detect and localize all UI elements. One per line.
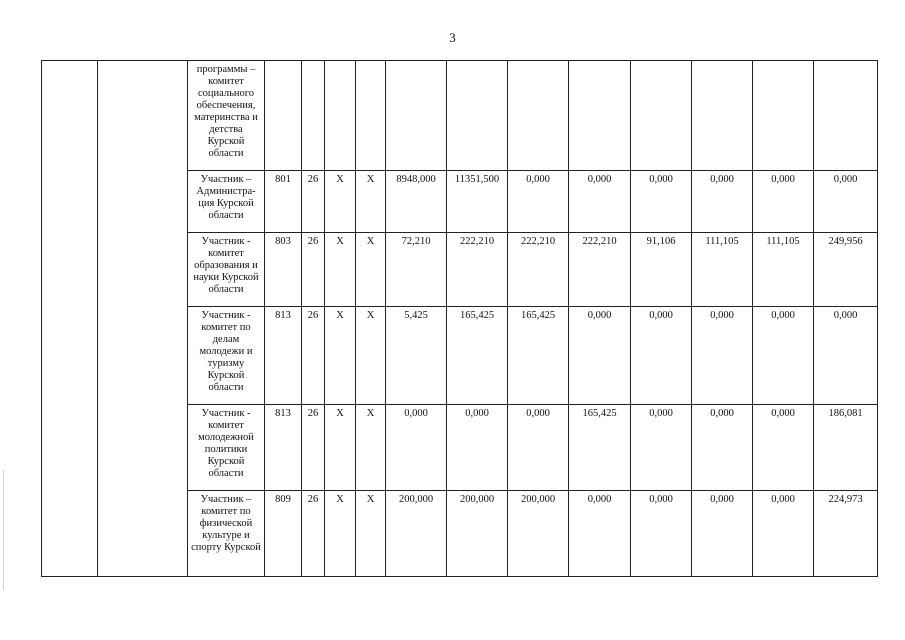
section-cell: 26 — [302, 171, 325, 233]
page-number: 3 — [449, 30, 456, 45]
section-cell: 26 — [302, 307, 325, 405]
section-cell: 26 — [302, 491, 325, 577]
value-cell: 0,000 — [508, 405, 569, 491]
value-cell: 0,000 — [508, 171, 569, 233]
x-cell: X — [325, 491, 356, 577]
x-cell: X — [325, 307, 356, 405]
x-cell: X — [325, 405, 356, 491]
value-cell: 0,000 — [692, 491, 753, 577]
section-cell: 26 — [302, 405, 325, 491]
value-cell: 0,000 — [753, 171, 814, 233]
value-cell: 222,210 — [447, 233, 508, 307]
value-cell: 0,000 — [447, 405, 508, 491]
value-cell: 200,000 — [508, 491, 569, 577]
value-cell: 0,000 — [386, 405, 447, 491]
x-cell: X — [356, 171, 386, 233]
value-cell: 0,000 — [814, 307, 878, 405]
x-cell: X — [356, 491, 386, 577]
participant-cell: Участник - комитет по делам молодежи и туризму Курской области — [188, 307, 265, 405]
x-cell: X — [356, 307, 386, 405]
value-cell: 222,210 — [508, 233, 569, 307]
value-cell: 165,425 — [508, 307, 569, 405]
value-cell — [569, 61, 631, 171]
value-cell: 111,105 — [692, 233, 753, 307]
value-cell: 0,000 — [569, 491, 631, 577]
value-cell: 0,000 — [814, 171, 878, 233]
value-cell: 0,000 — [631, 307, 692, 405]
value-cell: 186,081 — [814, 405, 878, 491]
x-cell — [356, 61, 386, 171]
code-cell — [265, 61, 302, 171]
blank-column-1 — [42, 61, 98, 577]
value-cell — [753, 61, 814, 171]
x-cell — [325, 61, 356, 171]
value-cell: 11351,500 — [447, 171, 508, 233]
x-cell: X — [356, 233, 386, 307]
value-cell — [631, 61, 692, 171]
code-cell: 813 — [265, 405, 302, 491]
value-cell: 165,425 — [447, 307, 508, 405]
value-cell: 0,000 — [569, 171, 631, 233]
value-cell: 0,000 — [631, 171, 692, 233]
value-cell: 8948,000 — [386, 171, 447, 233]
value-cell: 224,973 — [814, 491, 878, 577]
value-cell: 165,425 — [569, 405, 631, 491]
budget-table — [41, 60, 878, 577]
value-cell: 5,425 — [386, 307, 447, 405]
value-cell: 0,000 — [753, 307, 814, 405]
value-cell — [508, 61, 569, 171]
value-cell: 249,956 — [814, 233, 878, 307]
value-cell — [447, 61, 508, 171]
value-cell: 0,000 — [753, 491, 814, 577]
value-cell: 200,000 — [447, 491, 508, 577]
participant-cell: Участник - комитет образования и науки Курской области — [188, 233, 265, 307]
value-cell — [386, 61, 447, 171]
code-cell: 813 — [265, 307, 302, 405]
blank-column-2 — [98, 61, 188, 577]
x-cell: X — [325, 233, 356, 307]
table-row — [42, 61, 878, 171]
value-cell: 0,000 — [631, 491, 692, 577]
value-cell: 0,000 — [569, 307, 631, 405]
participant-cell: Участник – Администра-ция Курской области — [188, 171, 265, 233]
value-cell: 111,105 — [753, 233, 814, 307]
code-cell: 801 — [265, 171, 302, 233]
value-cell: 0,000 — [692, 405, 753, 491]
x-cell: X — [325, 171, 356, 233]
value-cell — [814, 61, 878, 171]
value-cell: 222,210 — [569, 233, 631, 307]
value-cell: 0,000 — [692, 171, 753, 233]
value-cell: 0,000 — [692, 307, 753, 405]
x-cell: X — [356, 405, 386, 491]
value-cell: 200,000 — [386, 491, 447, 577]
code-cell: 809 — [265, 491, 302, 577]
participant-cell: Участник – комитет по физической культуре и спорту Курской — [188, 491, 265, 577]
section-cell — [302, 61, 325, 171]
code-cell: 803 — [265, 233, 302, 307]
section-cell: 26 — [302, 233, 325, 307]
participant-cell: программы – комитет социального обеспечения, материнства и детства Курской области — [188, 61, 265, 171]
scan-edge-mark — [3, 470, 4, 590]
value-cell: 0,000 — [753, 405, 814, 491]
value-cell: 91,106 — [631, 233, 692, 307]
value-cell — [692, 61, 753, 171]
value-cell: 0,000 — [631, 405, 692, 491]
value-cell: 72,210 — [386, 233, 447, 307]
participant-cell: Участник - комитет молодежной политики Курской области — [188, 405, 265, 491]
